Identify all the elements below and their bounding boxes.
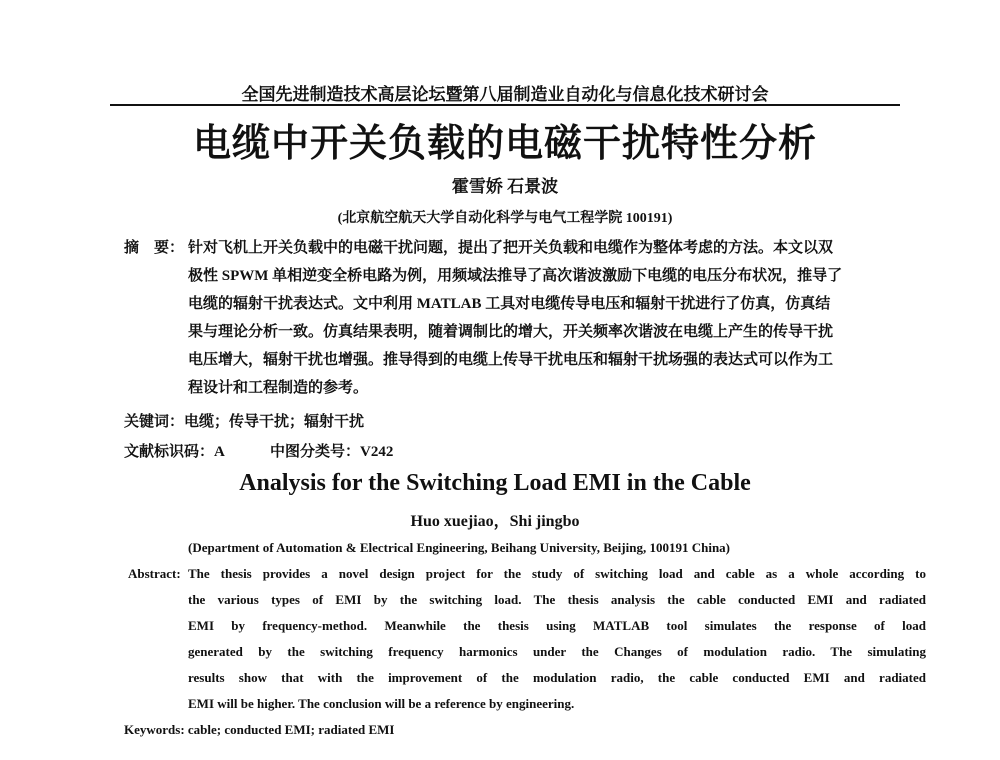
abstract-cn-line: 果与理论分析一致。仿真结果表明，随着调制比的增大，开关频率次谐波在电缆上产生的传导干扰 — [188, 324, 834, 340]
paper-title: 电缆中开关负载的电磁干扰特性分析 — [192, 123, 817, 165]
abstract-en-line: generated by the switching frequency harmonics under the Changes of modulation radio. The simulating — [188, 644, 926, 659]
header-rule — [110, 104, 900, 106]
abstract-en-line: EMI will be higher. The conclusion will be a reference by engineering. — [188, 696, 575, 711]
abstract-cn-line: 针对飞机上开关负载中的电磁干扰问题，提出了把开关负载和电缆作为整体考虑的方法。本文以双 — [188, 240, 834, 256]
abstract-cn-line: 极性 SPWM 单相逆变全桥电路为例，用频域法推导了高次谐波激励下电缆的电压分布状况，推导了 — [188, 268, 843, 284]
keywords-cn: 关键词：电缆；传导干扰；辐射干扰 — [124, 414, 365, 430]
abstract-en-line: results show that with the improvement of the modulation radio, the cable conducted EMI and radiated — [188, 670, 926, 685]
abstract-cn-label: 摘 要： — [124, 240, 185, 256]
abstract-en-line: The thesis provides a novel design project for the study of switching load and cable as a whole according to — [188, 566, 926, 581]
clc-number: 中图分类号：V242 — [270, 444, 394, 460]
affiliation: (北京航空航天大学自动化科学与电气工程学院 100191) — [337, 211, 673, 226]
authors-en: Huo xuejiao，Shi jingbo — [410, 513, 580, 530]
keywords-en: Keywords: cable; conducted EMI; radiated EMI — [124, 722, 395, 737]
abstract-en-line: EMI by frequency-method. Meanwhile the thesis using MATLAB tool simulates the response of load — [188, 618, 926, 633]
conference-header: 全国先进制造技术高层论坛暨第八届制造业自动化与信息化技术研讨会 — [241, 85, 769, 104]
title-en: Analysis for the Switching Load EMI in the Cable — [239, 470, 751, 496]
abstract-en-label: Abstract: — [128, 566, 181, 581]
authors: 霍雪娇 石景波 — [451, 177, 559, 196]
classification — [124, 440, 394, 461]
abstract-cn-line: 电缆的辐射干扰表达式。文中利用 MATLAB 工具对电缆传导电压和辐射干扰进行了仿真，仿真结 — [188, 296, 831, 312]
abstract-cn-line: 程设计和工程制造的参考。 — [188, 380, 369, 396]
abstract-cn-line: 电压增大，辐射干扰也增强。推导得到的电缆上传导干扰电压和辐射干扰场强的表达式可以作为工 — [188, 352, 834, 368]
document-code: 文献标识码：A — [124, 444, 225, 460]
affiliation-en: (Department of Automation & Electrical Engineering, Beihang University, Beijing, 100191 China) — [188, 540, 731, 555]
abstract-en-line: the various types of EMI by the switching load. The thesis analysis the cable conducted EMI and radiated — [188, 592, 926, 607]
